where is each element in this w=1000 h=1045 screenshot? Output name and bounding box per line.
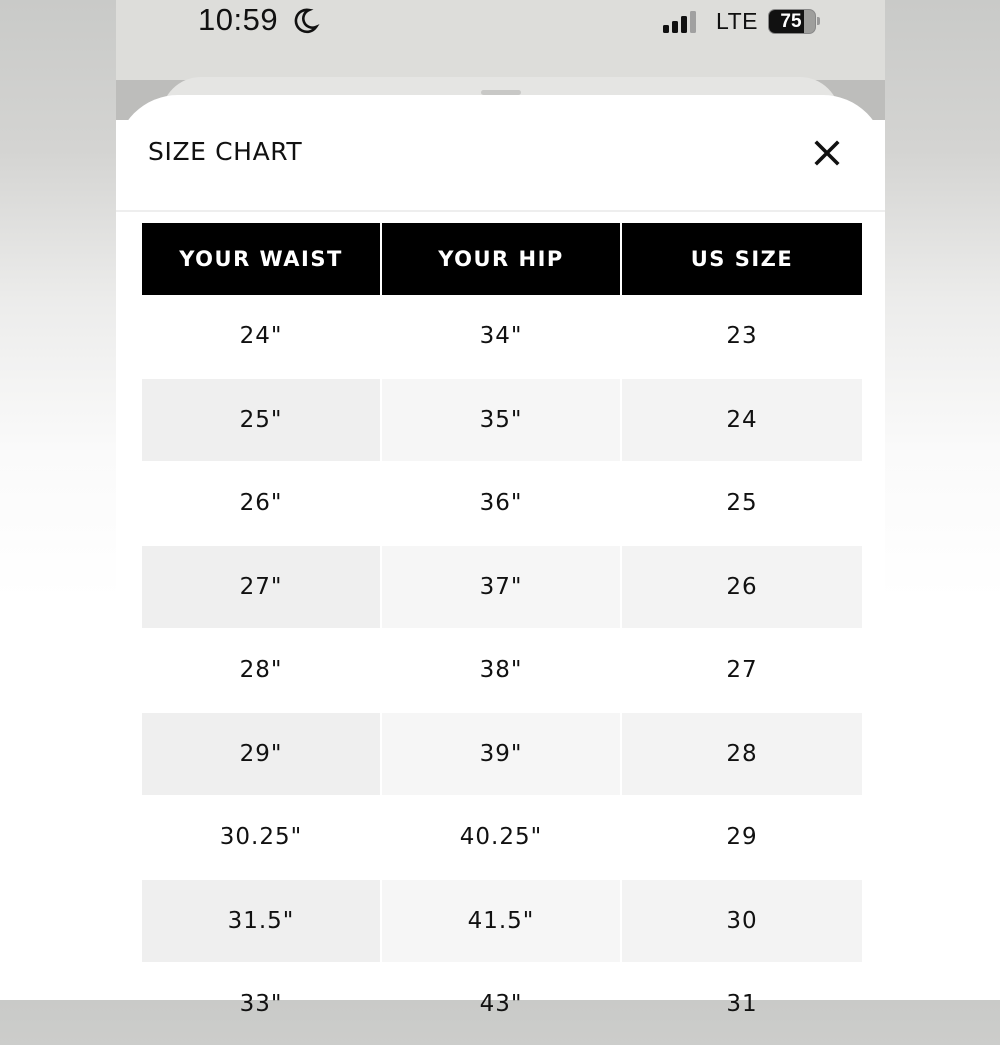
battery-icon bbox=[768, 9, 820, 34]
us-size-cell: 29 bbox=[726, 824, 758, 850]
hip-cell: 41.5" bbox=[382, 880, 620, 962]
hip-cell: 43" bbox=[479, 991, 523, 1017]
table-row bbox=[142, 713, 862, 795]
waist-cell: 25" bbox=[142, 379, 380, 461]
us-size-cell: 26 bbox=[622, 546, 862, 628]
table-row bbox=[142, 546, 862, 628]
table-row bbox=[142, 379, 862, 461]
waist-cell: 28" bbox=[239, 657, 283, 683]
battery-percentage: 75 bbox=[780, 11, 802, 32]
us-size-cell: 27 bbox=[726, 657, 758, 683]
network-type: LTE bbox=[716, 8, 758, 34]
status-time: 10:59 bbox=[198, 2, 279, 37]
waist-cell: 29" bbox=[142, 713, 380, 795]
status-bar bbox=[116, 0, 885, 80]
table-row bbox=[142, 963, 862, 1045]
close-icon[interactable] bbox=[811, 137, 843, 169]
divider bbox=[116, 210, 885, 212]
table-row bbox=[142, 462, 862, 544]
moon-icon bbox=[292, 8, 318, 34]
phone-screen bbox=[116, 0, 885, 1017]
waist-cell: 26" bbox=[239, 490, 283, 516]
waist-cell: 30.25" bbox=[219, 824, 303, 850]
sheet-title: SIZE CHART bbox=[148, 137, 303, 166]
waist-cell: 27" bbox=[142, 546, 380, 628]
hip-cell: 39" bbox=[382, 713, 620, 795]
us-size-cell: 23 bbox=[726, 323, 758, 349]
hip-cell: 38" bbox=[479, 657, 523, 683]
hip-cell: 40.25" bbox=[459, 824, 543, 850]
table-row bbox=[142, 295, 862, 377]
column-header-hip: YOUR HIP bbox=[382, 223, 620, 295]
table-row bbox=[142, 629, 862, 711]
hip-cell: 35" bbox=[382, 379, 620, 461]
waist-cell: 33" bbox=[239, 991, 283, 1017]
us-size-cell: 31 bbox=[726, 991, 758, 1017]
us-size-cell: 24 bbox=[622, 379, 862, 461]
column-header-us-size: US SIZE bbox=[622, 223, 862, 295]
size-chart-sheet bbox=[116, 95, 885, 1017]
hip-cell: 34" bbox=[479, 323, 523, 349]
us-size-cell: 25 bbox=[726, 490, 758, 516]
hip-cell: 36" bbox=[479, 490, 523, 516]
waist-cell: 31.5" bbox=[142, 880, 380, 962]
us-size-cell: 28 bbox=[622, 713, 862, 795]
table-row bbox=[142, 796, 862, 878]
hip-cell: 37" bbox=[382, 546, 620, 628]
signal-bars-icon bbox=[663, 10, 703, 34]
us-size-cell: 30 bbox=[622, 880, 862, 962]
table-row bbox=[142, 880, 862, 962]
waist-cell: 24" bbox=[239, 323, 283, 349]
column-header-waist: YOUR WAIST bbox=[142, 223, 380, 295]
